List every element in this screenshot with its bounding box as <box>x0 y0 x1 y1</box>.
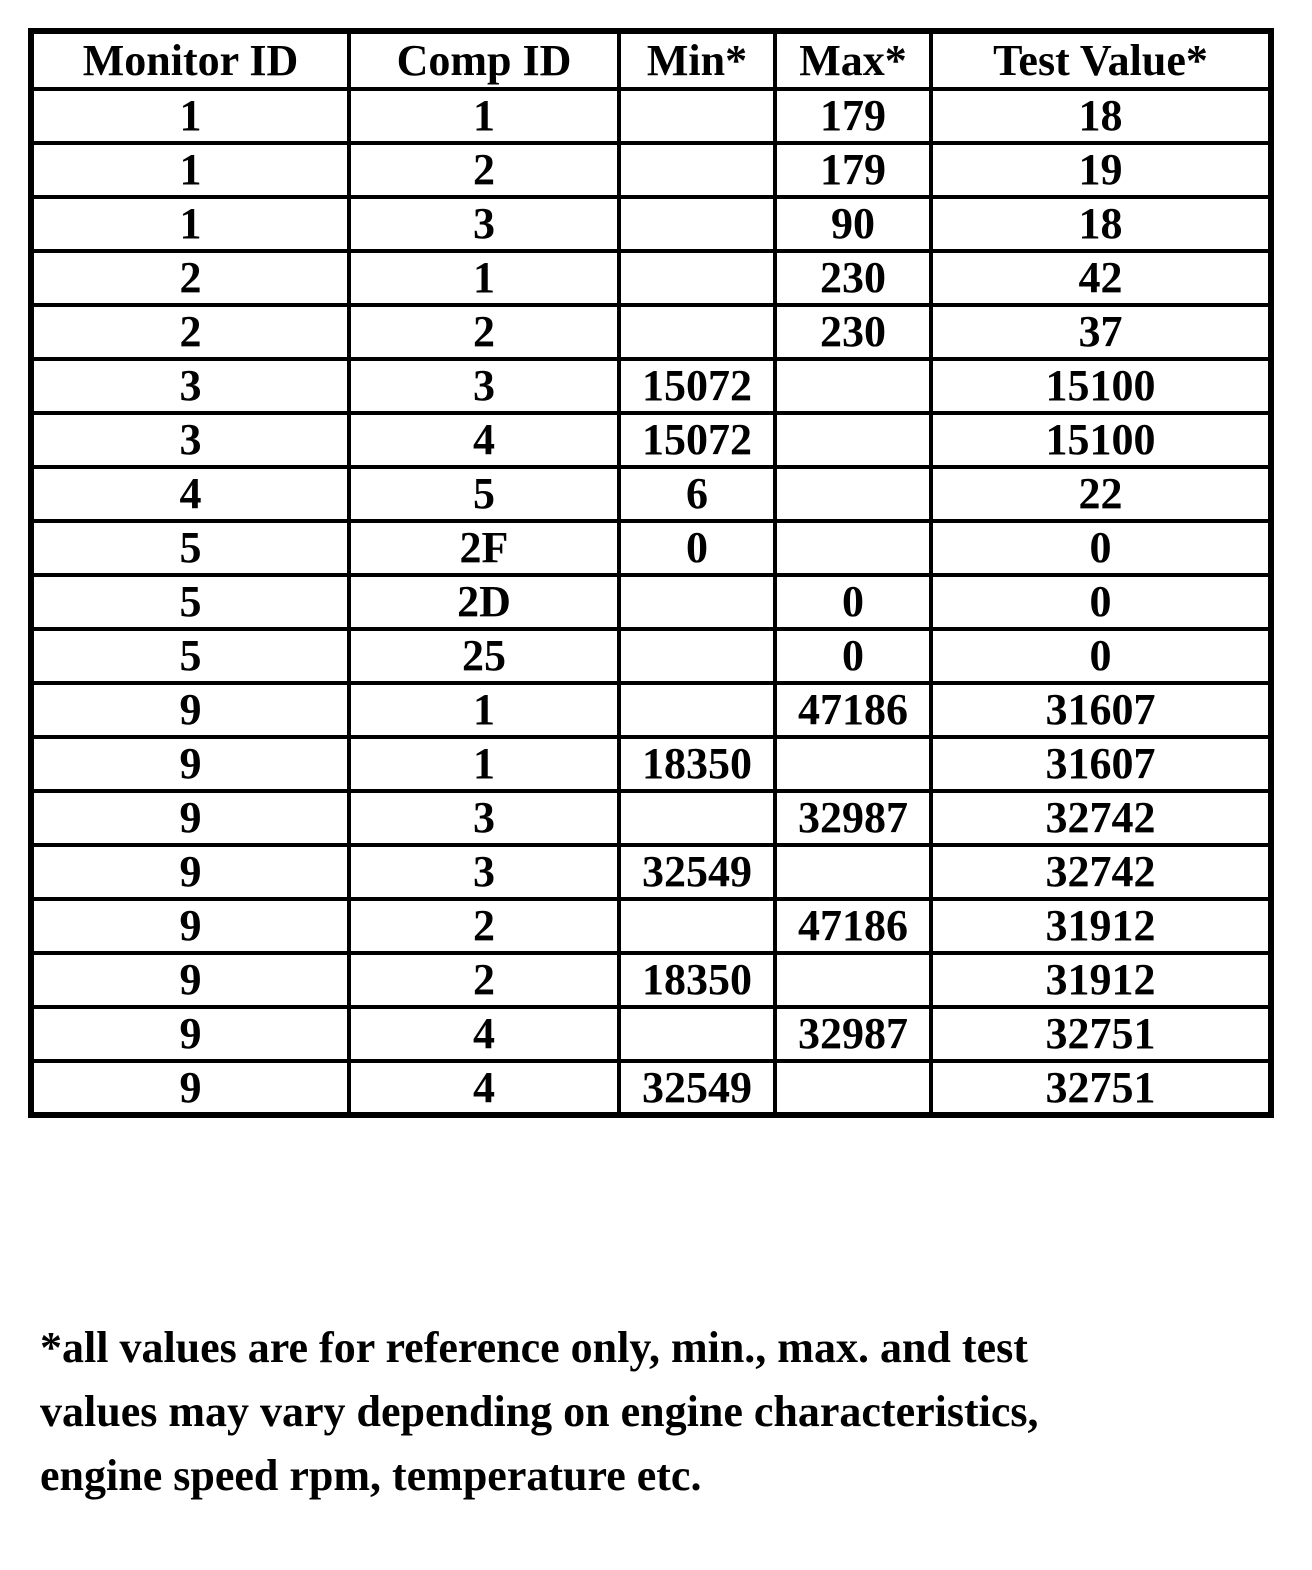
table-row <box>31 683 1271 737</box>
cell-comp-id: 1 <box>349 737 619 791</box>
cell-test-value: 37 <box>931 305 1271 359</box>
cell-min <box>619 89 775 143</box>
cell-monitor-id: 2 <box>31 251 349 305</box>
header-max: Max* <box>775 31 931 89</box>
cell-max <box>775 1061 931 1115</box>
table-row <box>31 791 1271 845</box>
cell-max: 90 <box>775 197 931 251</box>
cell-monitor-id: 1 <box>31 143 349 197</box>
cell-test-value: 18 <box>931 197 1271 251</box>
table-row <box>31 629 1271 683</box>
table-header-row <box>31 31 1271 89</box>
cell-test-value: 19 <box>931 143 1271 197</box>
cell-monitor-id: 5 <box>31 521 349 575</box>
header-test-value: Test Value* <box>931 31 1271 89</box>
header-monitor-id: Monitor ID <box>31 31 349 89</box>
table-row <box>31 899 1271 953</box>
cell-test-value: 32751 <box>931 1061 1271 1115</box>
cell-comp-id: 2 <box>349 899 619 953</box>
cell-comp-id: 3 <box>349 197 619 251</box>
cell-test-value: 31912 <box>931 953 1271 1007</box>
cell-monitor-id: 5 <box>31 629 349 683</box>
cell-comp-id: 3 <box>349 845 619 899</box>
table-row <box>31 305 1271 359</box>
cell-comp-id: 1 <box>349 683 619 737</box>
table-row <box>31 1007 1271 1061</box>
cell-test-value: 0 <box>931 629 1271 683</box>
cell-min <box>619 197 775 251</box>
reference-values-table-container <box>28 28 1268 1118</box>
cell-min <box>619 305 775 359</box>
footnote-line: *all values are for reference only, min., max. and test <box>40 1323 1028 1372</box>
table-body <box>31 89 1271 1115</box>
cell-min <box>619 899 775 953</box>
cell-monitor-id: 9 <box>31 791 349 845</box>
cell-min: 18350 <box>619 737 775 791</box>
cell-comp-id: 2 <box>349 305 619 359</box>
cell-comp-id: 4 <box>349 413 619 467</box>
cell-max: 32987 <box>775 791 931 845</box>
cell-comp-id: 2F <box>349 521 619 575</box>
cell-comp-id: 5 <box>349 467 619 521</box>
cell-monitor-id: 2 <box>31 305 349 359</box>
cell-test-value: 31607 <box>931 683 1271 737</box>
cell-comp-id: 2 <box>349 143 619 197</box>
table-row <box>31 413 1271 467</box>
cell-min: 15072 <box>619 359 775 413</box>
cell-max: 0 <box>775 575 931 629</box>
table-row <box>31 575 1271 629</box>
cell-test-value: 18 <box>931 89 1271 143</box>
cell-comp-id: 3 <box>349 791 619 845</box>
table-row <box>31 251 1271 305</box>
cell-min <box>619 1007 775 1061</box>
table-row <box>31 197 1271 251</box>
cell-min <box>619 791 775 845</box>
cell-test-value: 0 <box>931 521 1271 575</box>
cell-min: 6 <box>619 467 775 521</box>
cell-max: 47186 <box>775 683 931 737</box>
cell-test-value: 42 <box>931 251 1271 305</box>
cell-min <box>619 143 775 197</box>
cell-monitor-id: 3 <box>31 413 349 467</box>
cell-min: 18350 <box>619 953 775 1007</box>
cell-max <box>775 359 931 413</box>
table-row <box>31 89 1271 143</box>
cell-monitor-id: 9 <box>31 953 349 1007</box>
cell-monitor-id: 9 <box>31 845 349 899</box>
table-row <box>31 953 1271 1007</box>
table-row <box>31 845 1271 899</box>
cell-test-value: 31607 <box>931 737 1271 791</box>
header-comp-id: Comp ID <box>349 31 619 89</box>
cell-max: 0 <box>775 629 931 683</box>
cell-monitor-id: 1 <box>31 197 349 251</box>
cell-min <box>619 629 775 683</box>
cell-min: 32549 <box>619 1061 775 1115</box>
cell-monitor-id: 1 <box>31 89 349 143</box>
cell-monitor-id: 5 <box>31 575 349 629</box>
cell-max <box>775 845 931 899</box>
cell-max <box>775 953 931 1007</box>
cell-comp-id: 2D <box>349 575 619 629</box>
table-row <box>31 143 1271 197</box>
cell-comp-id: 2 <box>349 953 619 1007</box>
cell-comp-id: 4 <box>349 1061 619 1115</box>
cell-test-value: 0 <box>931 575 1271 629</box>
cell-min <box>619 575 775 629</box>
cell-monitor-id: 4 <box>31 467 349 521</box>
cell-monitor-id: 9 <box>31 1007 349 1061</box>
cell-min <box>619 251 775 305</box>
cell-max: 179 <box>775 89 931 143</box>
table-row <box>31 359 1271 413</box>
cell-monitor-id: 3 <box>31 359 349 413</box>
cell-max: 47186 <box>775 899 931 953</box>
footnote-line: values may vary depending on engine characteristics, <box>40 1387 1039 1436</box>
cell-test-value: 15100 <box>931 359 1271 413</box>
cell-test-value: 32742 <box>931 845 1271 899</box>
table-row <box>31 737 1271 791</box>
cell-comp-id: 1 <box>349 251 619 305</box>
cell-max: 230 <box>775 305 931 359</box>
cell-monitor-id: 9 <box>31 899 349 953</box>
cell-comp-id: 25 <box>349 629 619 683</box>
cell-monitor-id: 9 <box>31 1061 349 1115</box>
cell-min: 32549 <box>619 845 775 899</box>
cell-max <box>775 413 931 467</box>
cell-max: 32987 <box>775 1007 931 1061</box>
cell-comp-id: 4 <box>349 1007 619 1061</box>
reference-values-table <box>28 28 1274 1118</box>
cell-test-value: 32751 <box>931 1007 1271 1061</box>
footnote-line: engine speed rpm, temperature etc. <box>40 1451 702 1500</box>
cell-comp-id: 3 <box>349 359 619 413</box>
cell-max <box>775 467 931 521</box>
table-row <box>31 1061 1271 1115</box>
table-row <box>31 521 1271 575</box>
cell-min: 0 <box>619 521 775 575</box>
cell-max <box>775 737 931 791</box>
cell-max <box>775 521 931 575</box>
cell-monitor-id: 9 <box>31 683 349 737</box>
cell-max: 179 <box>775 143 931 197</box>
cell-max: 230 <box>775 251 931 305</box>
cell-test-value: 31912 <box>931 899 1271 953</box>
footnote <box>40 1316 1240 1508</box>
table-row <box>31 467 1271 521</box>
cell-test-value: 32742 <box>931 791 1271 845</box>
cell-min <box>619 683 775 737</box>
cell-min: 15072 <box>619 413 775 467</box>
cell-test-value: 22 <box>931 467 1271 521</box>
header-min: Min* <box>619 31 775 89</box>
cell-monitor-id: 9 <box>31 737 349 791</box>
cell-comp-id: 1 <box>349 89 619 143</box>
cell-test-value: 15100 <box>931 413 1271 467</box>
